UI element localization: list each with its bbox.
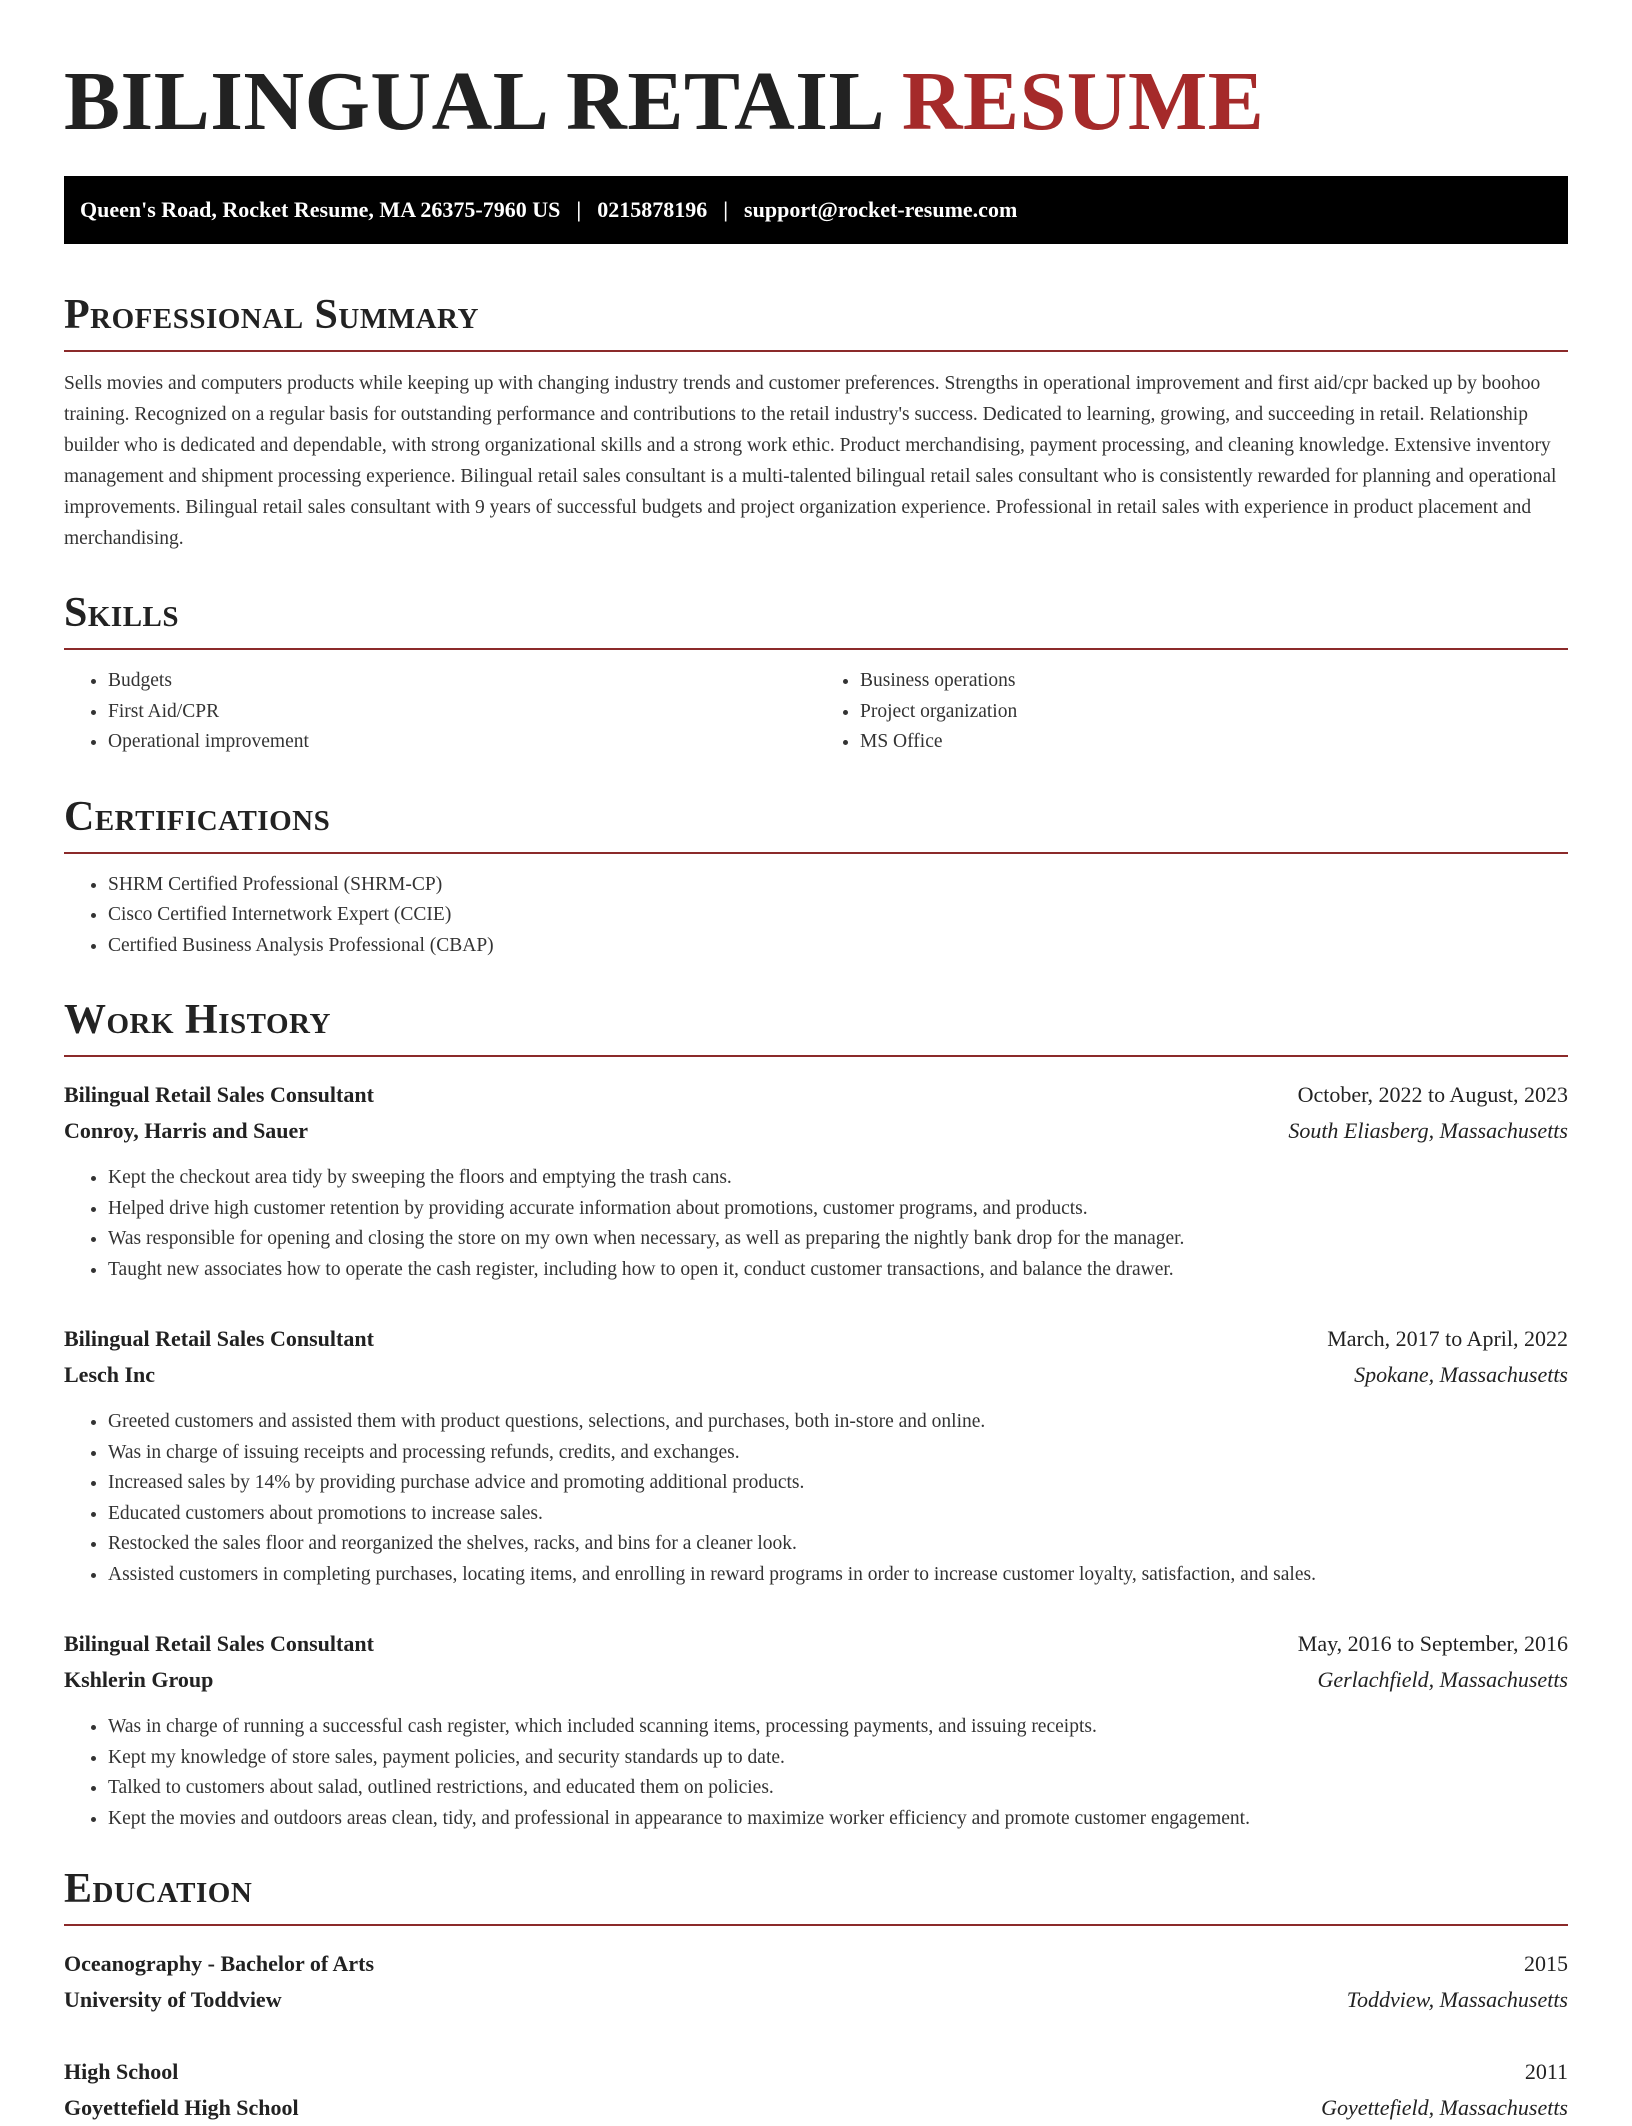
contact-email[interactable]: support@rocket-resume.com xyxy=(744,197,1018,222)
job-entry xyxy=(64,1321,1568,1590)
education-school-row xyxy=(64,1982,1568,2018)
job-location: Gerlachfield, Massachusetts xyxy=(1317,1667,1568,1692)
job-header-row xyxy=(64,1077,1568,1113)
title-main: BILINGUAL RETAIL xyxy=(64,55,881,148)
job-bullets xyxy=(64,1163,1568,1285)
job-bullet: • Was in charge of running a successful cash register, which included scanning items, processing payments, and issuing receipts. xyxy=(108,1712,1568,1743)
education-section xyxy=(64,1864,1568,2126)
skill-item: • First Aid/CPR xyxy=(108,697,816,728)
resume-title xyxy=(64,52,1568,152)
education-school: Goyettefield High School xyxy=(64,2095,299,2120)
job-bullet: • Kept my knowledge of store sales, payment policies, and security standards up to date. xyxy=(108,1743,1568,1774)
skill-item: • Business operations xyxy=(860,666,1568,697)
job-title: Bilingual Retail Sales Consultant xyxy=(64,1631,374,1656)
job-dates: March, 2017 to April, 2022 xyxy=(1327,1326,1568,1351)
job-company-row xyxy=(64,1357,1568,1393)
job-bullet: • Kept the checkout area tidy by sweeping the floors and emptying the trash cans. xyxy=(108,1163,1568,1194)
skill-item: • Budgets xyxy=(108,666,816,697)
certifications-section xyxy=(64,792,1568,962)
certifications-list xyxy=(64,870,1568,962)
section-divider xyxy=(64,1924,1568,1926)
job-bullet: • Taught new associates how to operate the cash register, including how to open it, conduct customer transactions, and balance the drawer. xyxy=(108,1255,1568,1286)
certification-item: • SHRM Certified Professional (SHRM-CP) xyxy=(108,870,1568,901)
job-company: Conroy, Harris and Sauer xyxy=(64,1118,309,1143)
contact-phone: 0215878196 xyxy=(597,197,708,222)
job-company: Lesch Inc xyxy=(64,1362,156,1387)
education-degree: Oceanography - Bachelor of Arts xyxy=(64,1951,375,1976)
education-year: 2011 xyxy=(1524,2059,1568,2084)
education-entry xyxy=(64,2054,1568,2126)
job-bullets xyxy=(64,1407,1568,1590)
skills-grid xyxy=(64,650,1568,758)
education-degree-row xyxy=(64,2054,1568,2090)
job-entry xyxy=(64,1077,1568,1285)
education-entry xyxy=(64,1946,1568,2018)
contact-separator: | xyxy=(723,197,729,222)
job-location: Spokane, Massachusetts xyxy=(1354,1362,1568,1387)
certification-item: • Cisco Certified Internetwork Expert (CCIE) xyxy=(108,900,1568,931)
contact-separator: | xyxy=(576,197,582,222)
skills-heading: Skills xyxy=(64,590,180,636)
job-bullet: • Assisted customers in completing purchases, locating items, and enrolling in reward programs in order to increase customer loyalty, satisfaction, and sales. xyxy=(108,1560,1568,1591)
contact-bar xyxy=(64,176,1568,244)
contact-address: Queen's Road, Rocket Resume, MA 26375-7960 US xyxy=(80,197,561,222)
section-divider xyxy=(64,852,1568,854)
certification-item: • Certified Business Analysis Professional (CBAP) xyxy=(108,931,1568,962)
job-bullet: • Kept the movies and outdoors areas clean, tidy, and professional in appearance to maximize worker efficiency and promote customer engagement. xyxy=(108,1804,1568,1835)
skill-item: • Project organization xyxy=(860,697,1568,728)
job-header-row xyxy=(64,1321,1568,1357)
title-accent: RESUME xyxy=(901,55,1265,148)
summary-text: Sells movies and computers products while keeping up with changing industry trends and customer preferences. Strengths in operational improvement and first aid/cpr backed up by boohoo training. Recognized on a regular basis for outstanding performance and contributions to the retail industry's success. Dedicated to learning, growing, and succeeding in retail. Relationship builder who is dedicated and dependable, with strong organizational skills and a strong work ethic. Product merchandising, payment processing, and cleaning knowledge. Extensive inventory management and shipment processing experience. Bilingual retail sales consultant is a multi-talented bilingual retail sales consultant who is consistently rewarded for planning and operational improvements. Bilingual retail sales consultant with 9 years of successful budgets and project organization experience. Professional in retail sales with experience in product placement and merchandising. xyxy=(64,373,1557,549)
job-entry xyxy=(64,1626,1568,1834)
education-location: Goyettefield, Massachusetts xyxy=(1321,2095,1568,2120)
work-history-section xyxy=(64,995,1568,1834)
job-title: Bilingual Retail Sales Consultant xyxy=(64,1326,374,1351)
education-degree: High School xyxy=(64,2059,179,2084)
job-bullet: • Greeted customers and assisted them with product questions, selections, and purchases, both in-store and online. xyxy=(108,1407,1568,1438)
skill-item: • Operational improvement xyxy=(108,727,816,758)
skill-item: • MS Office xyxy=(860,727,1568,758)
job-bullet: • Was responsible for opening and closing the store on my own when necessary, as well as preparing the nightly bank drop for the manager. xyxy=(108,1224,1568,1255)
job-dates: October, 2022 to August, 2023 xyxy=(1297,1082,1568,1107)
job-company-row xyxy=(64,1113,1568,1149)
work-history-heading: Work History xyxy=(64,997,331,1043)
job-bullet: • Increased sales by 14% by providing purchase advice and promoting additional products. xyxy=(108,1468,1568,1499)
job-header-row xyxy=(64,1626,1568,1662)
job-company: Kshlerin Group xyxy=(64,1667,214,1692)
education-degree-row xyxy=(64,1946,1568,1982)
section-divider xyxy=(64,350,1568,352)
certifications-heading: Certifications xyxy=(64,793,331,840)
education-location: Toddview, Massachusetts xyxy=(1346,1987,1568,2012)
section-divider xyxy=(64,1055,1568,1057)
skills-list-left xyxy=(64,666,816,758)
education-school-row xyxy=(64,2090,1568,2126)
summary-section xyxy=(64,290,1568,554)
education-heading: Education xyxy=(64,1866,253,1912)
job-bullet: • Was in charge of issuing receipts and processing refunds, credits, and exchanges. xyxy=(108,1438,1568,1469)
job-bullet: • Restocked the sales floor and reorganized the shelves, racks, and bins for a cleaner look. xyxy=(108,1529,1568,1560)
job-bullet: • Helped drive high customer retention by providing accurate information about promotions, customer programs, and products. xyxy=(108,1194,1568,1225)
job-company-row xyxy=(64,1662,1568,1698)
education-year: 2015 xyxy=(1524,1951,1568,1976)
job-dates: May, 2016 to September, 2016 xyxy=(1297,1631,1568,1656)
skills-list-right xyxy=(816,666,1568,758)
job-title: Bilingual Retail Sales Consultant xyxy=(64,1082,374,1107)
job-bullets xyxy=(64,1712,1568,1834)
job-location: South Eliasberg, Massachusetts xyxy=(1288,1118,1568,1143)
job-bullet: • Educated customers about promotions to increase sales. xyxy=(108,1499,1568,1530)
job-bullet: • Talked to customers about salad, outlined restrictions, and educated them on policies. xyxy=(108,1773,1568,1804)
skills-section xyxy=(64,588,1568,758)
summary-heading: Professional Summary xyxy=(64,292,479,338)
education-school: University of Toddview xyxy=(64,1987,282,2012)
